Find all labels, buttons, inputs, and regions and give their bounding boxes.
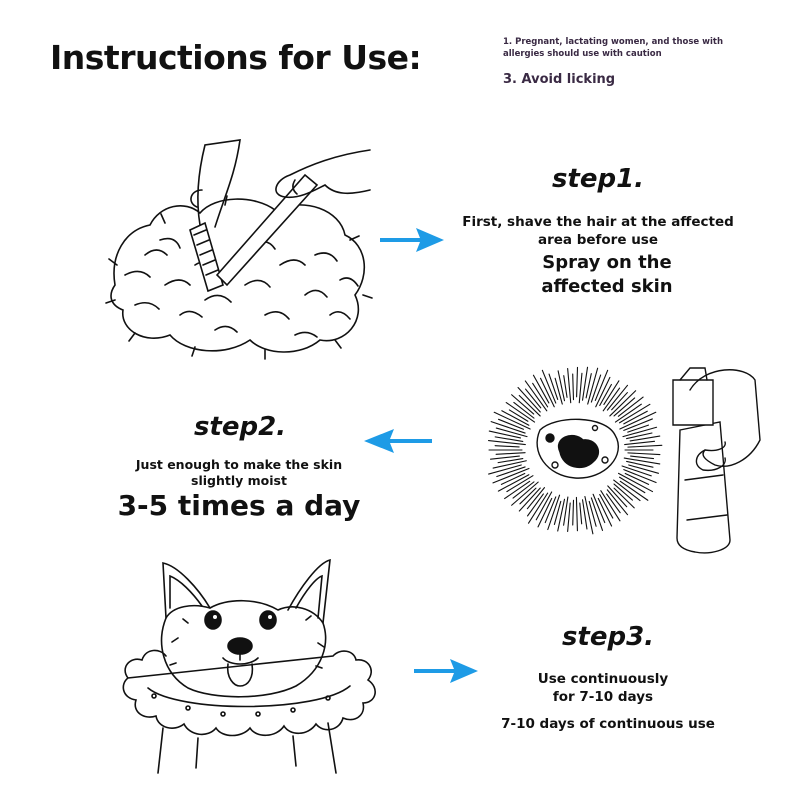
- arrow-right-icon: [412, 657, 480, 685]
- step1-heading: step1.: [551, 164, 645, 194]
- page-title: Instructions for Use:: [50, 38, 422, 77]
- step3-heading: step3.: [561, 622, 655, 652]
- step2-frequency: 3-5 times a day: [117, 489, 361, 522]
- arrow-left-icon: [362, 427, 434, 455]
- caution-note: 1. Pregnant, lactating women, and those with allergies should use with caution: [503, 37, 724, 59]
- step2-instruction: Just enough to make the skin slightly moist: [135, 457, 343, 488]
- corgi-with-cone-illustration: [118, 548, 380, 778]
- avoid-licking-note: 3. Avoid licking: [503, 72, 616, 87]
- step1-emphasis: Spray on the affected skin: [541, 252, 673, 297]
- step3-instruction: Use continuously for 7-10 days: [537, 671, 669, 705]
- step1-instruction: First, shave the hair at the affected area before use: [462, 214, 734, 248]
- step3-duration: 7-10 days of continuous use: [501, 716, 715, 732]
- step2-heading: step2.: [193, 412, 287, 442]
- spray-bottle-illustration: [455, 360, 765, 560]
- arrow-right-icon: [378, 226, 446, 254]
- shaving-illustration: [105, 135, 375, 360]
